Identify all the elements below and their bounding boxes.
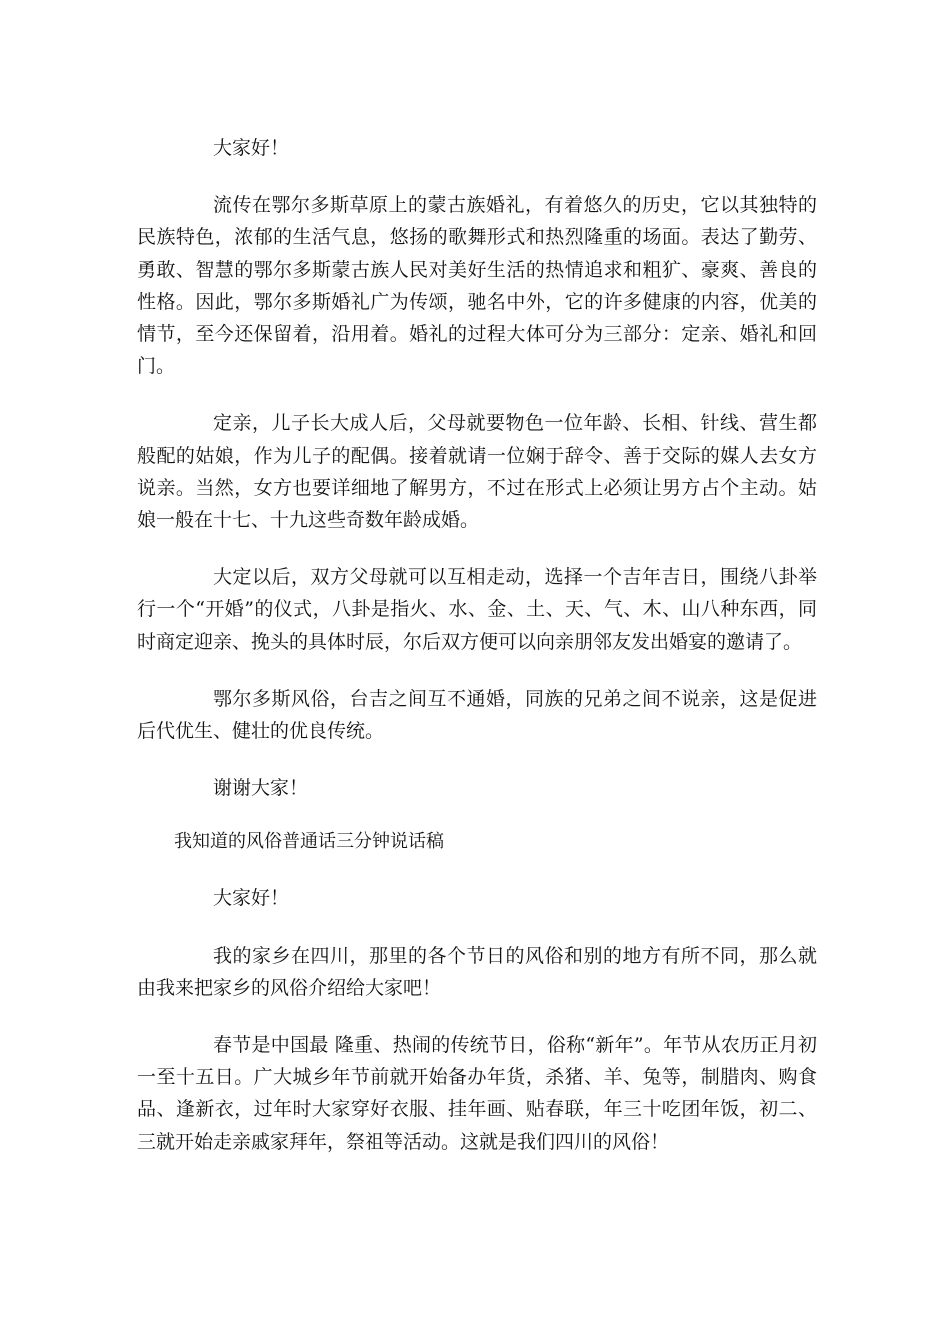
paragraph-kaihun-ceremony: 大定以后，双方父母就可以互相走动，选择一个吉年吉日，围绕八卦举行一个“开婚”的仪式，八卦是指火、水、金、土、天、气、木、山八种东西，同时商定迎亲、挽头的具体时辰，尔后双方便可以向亲朋邻友发出婚宴的邀请了。 [137,566,817,653]
paragraph-engagement: 定亲，儿子长大成人后，父母就要物色一位年龄、长相、针线、营生都般配的姑娘，作为儿子的配偶。接着就请一位娴于辞令、善于交际的媒人去女方说亲。当然，女方也要详细地了解男方，不过在形式上必须让男方占个主动。姑娘一般在十七、十九这些奇数年龄成婚。 [137,412,817,532]
document-body [137,132,817,1158]
paragraph-spring-festival: 春节是中国最 隆重、热闹的传统节日，俗称“新年”。年节从农历正月初一至十五日。广大城乡年节前就开始备办年货，杀猪、羊、兔等，制腊肉、购食品、逢新衣，过年时大家穿好衣服、挂年画、贴春联，年三十吃团年饭，初二、三就开始走亲戚家拜年，祭祖等活动。这就是我们四川的风俗！ [137,1034,817,1153]
section-title: 我知道的风俗普通话三分钟说话稿 [174,831,444,853]
paragraph-marriage-custom: 鄂尔多斯风俗，台吉之间互不通婚，同族的兄弟之间不说亲，这是促进后代优生、健壮的优良传统。 [137,687,817,743]
greeting: 大家好！ [213,887,290,910]
closing: 谢谢大家！ [213,777,309,800]
paragraph-wedding-intro: 流传在鄂尔多斯草原上的蒙古族婚礼，有着悠久的历史，它以其独特的民族特色，浓郁的生活气息，悠扬的歌舞形式和热烈隆重的场面。表达了勤劳、勇敢、智慧的鄂尔多斯蒙古族人民对美好生活的热情追求和粗犷、豪爽、善良的性格。因此，鄂尔多斯婚礼广为传颂，驰名中外，它的许多健康的内容，优美的情节，至今还保留着，沿用着。婚礼的过程大体可分为三部分：定亲、婚礼和回门。 [137,194,817,378]
paragraph-hometown-intro: 我的家乡在四川，那里的各个节日的风俗和别的地方有所不同，那么就由我来把家乡的风俗介绍给大家吧！ [137,944,817,999]
greeting: 大家好！ [213,137,290,159]
